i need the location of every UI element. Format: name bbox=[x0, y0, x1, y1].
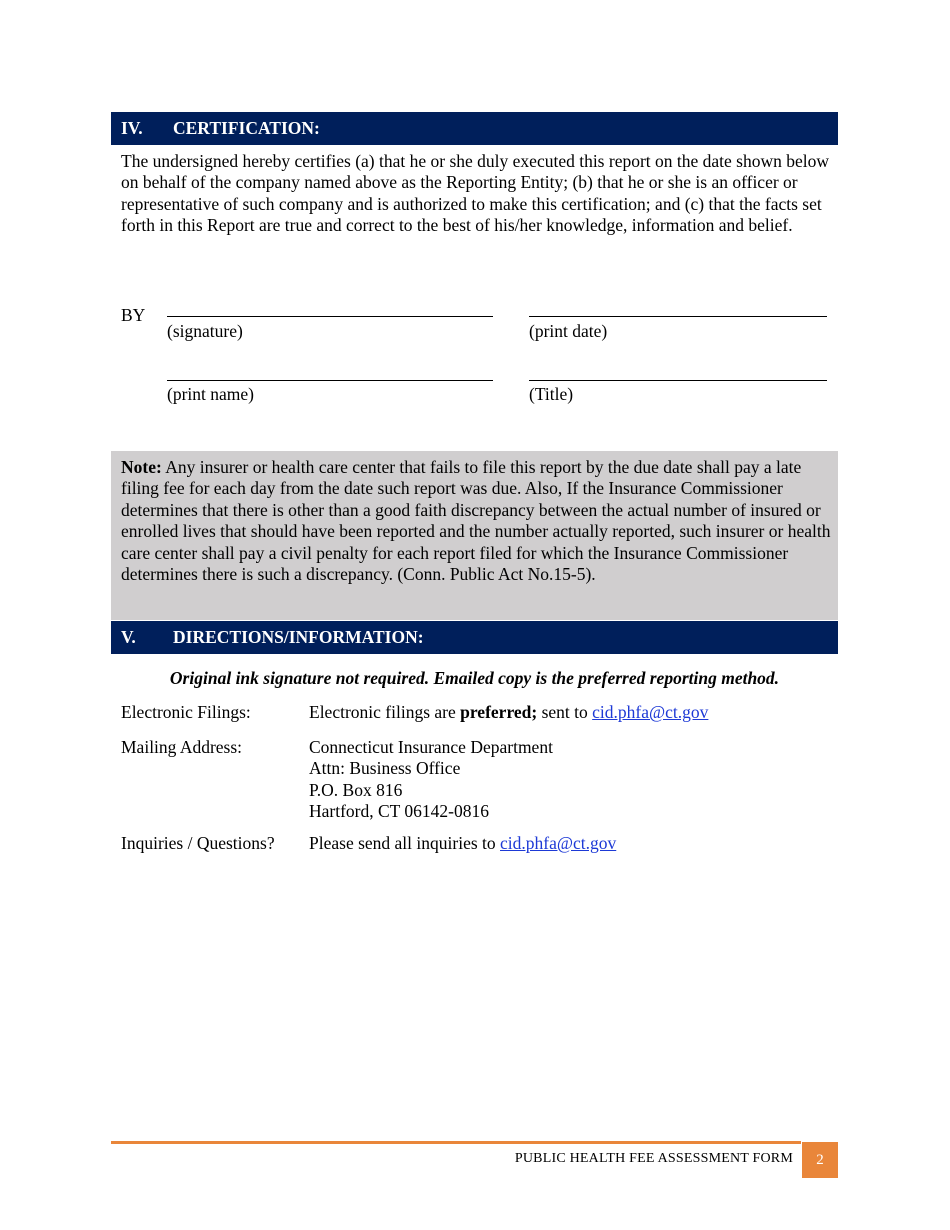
electronic-prefix: Electronic filings are bbox=[309, 702, 461, 722]
directions-section-number: V. bbox=[121, 627, 136, 647]
signature-line bbox=[167, 316, 493, 317]
inquiries-value bbox=[309, 833, 616, 854]
certification-section-number: IV. bbox=[121, 118, 143, 138]
electronic-suffix: sent to bbox=[537, 702, 593, 722]
certification-text: The undersigned hereby certifies (a) that he or she duly executed this report on the date shown below on behalf of the company named above as the Reporting Entity; (b) that he or she is an officer or representative of such company and is authorized to make this certification; and (c) that the facts set forth in this Report are true and correct to the best of his/her knowledge, information and belief. bbox=[121, 151, 830, 236]
mailing-line: P.O. Box 816 bbox=[309, 779, 403, 800]
electronic-filings-label: Electronic Filings: bbox=[121, 702, 251, 722]
print-name-label: (print name) bbox=[167, 384, 254, 404]
inquiries-label: Inquiries / Questions? bbox=[121, 833, 275, 853]
print-name-line bbox=[167, 380, 493, 381]
certification-header bbox=[111, 112, 838, 145]
directions-header bbox=[111, 621, 838, 654]
note-paragraph bbox=[121, 457, 833, 585]
by-label: BY bbox=[121, 305, 146, 325]
note-text: Any insurer or health care center that fails to file this report by the due date shall pay a late filing fee for each day from the date such report was due. Also, If the Insurance Commissioner determines that there is other than a good faith discrepancy between the actual number of insured or enrolled lives that should have been reported and the number actually reported, such insurer or health care center shall pay a civil penalty for each report filed for which the Insurance Commissioner determines there is such a discrepancy. (Conn. Public Act No.15-5). bbox=[121, 457, 831, 585]
electronic-email-link[interactable]: cid.phfa@ct.gov bbox=[592, 702, 709, 722]
mailing-address-label: Mailing Address: bbox=[121, 737, 243, 757]
mailing-line: Connecticut Insurance Department bbox=[309, 737, 553, 757]
print-date-line bbox=[529, 316, 827, 317]
signature-label: (signature) bbox=[167, 321, 243, 341]
mailing-line: Attn: Business Office bbox=[309, 758, 461, 779]
note-box bbox=[111, 451, 838, 620]
inquiries-prefix: Please send all inquiries to bbox=[309, 833, 501, 853]
directions-section-title: DIRECTIONS/INFORMATION: bbox=[173, 627, 424, 647]
title-line bbox=[529, 380, 827, 381]
page-number: 2 bbox=[802, 1142, 838, 1178]
electronic-filings-value bbox=[309, 702, 708, 723]
mailing-line: Hartford, CT 06142-0816 bbox=[309, 801, 489, 822]
certification-section-title: CERTIFICATION: bbox=[173, 118, 320, 138]
mailing-address bbox=[309, 737, 553, 823]
note-label: Note: bbox=[121, 457, 162, 477]
title-label: (Title) bbox=[529, 384, 574, 404]
footer-divider bbox=[111, 1141, 801, 1144]
signature-notice: Original ink signature not required. Emailed copy is the preferred reporting method. bbox=[169, 668, 780, 688]
inquiries-email-link[interactable]: cid.phfa@ct.gov bbox=[500, 833, 617, 853]
electronic-preferred: preferred; bbox=[460, 702, 538, 722]
footer-form-title: PUBLIC HEALTH FEE ASSESSMENT FORM bbox=[514, 1151, 793, 1166]
print-date-label: (print date) bbox=[529, 321, 608, 341]
